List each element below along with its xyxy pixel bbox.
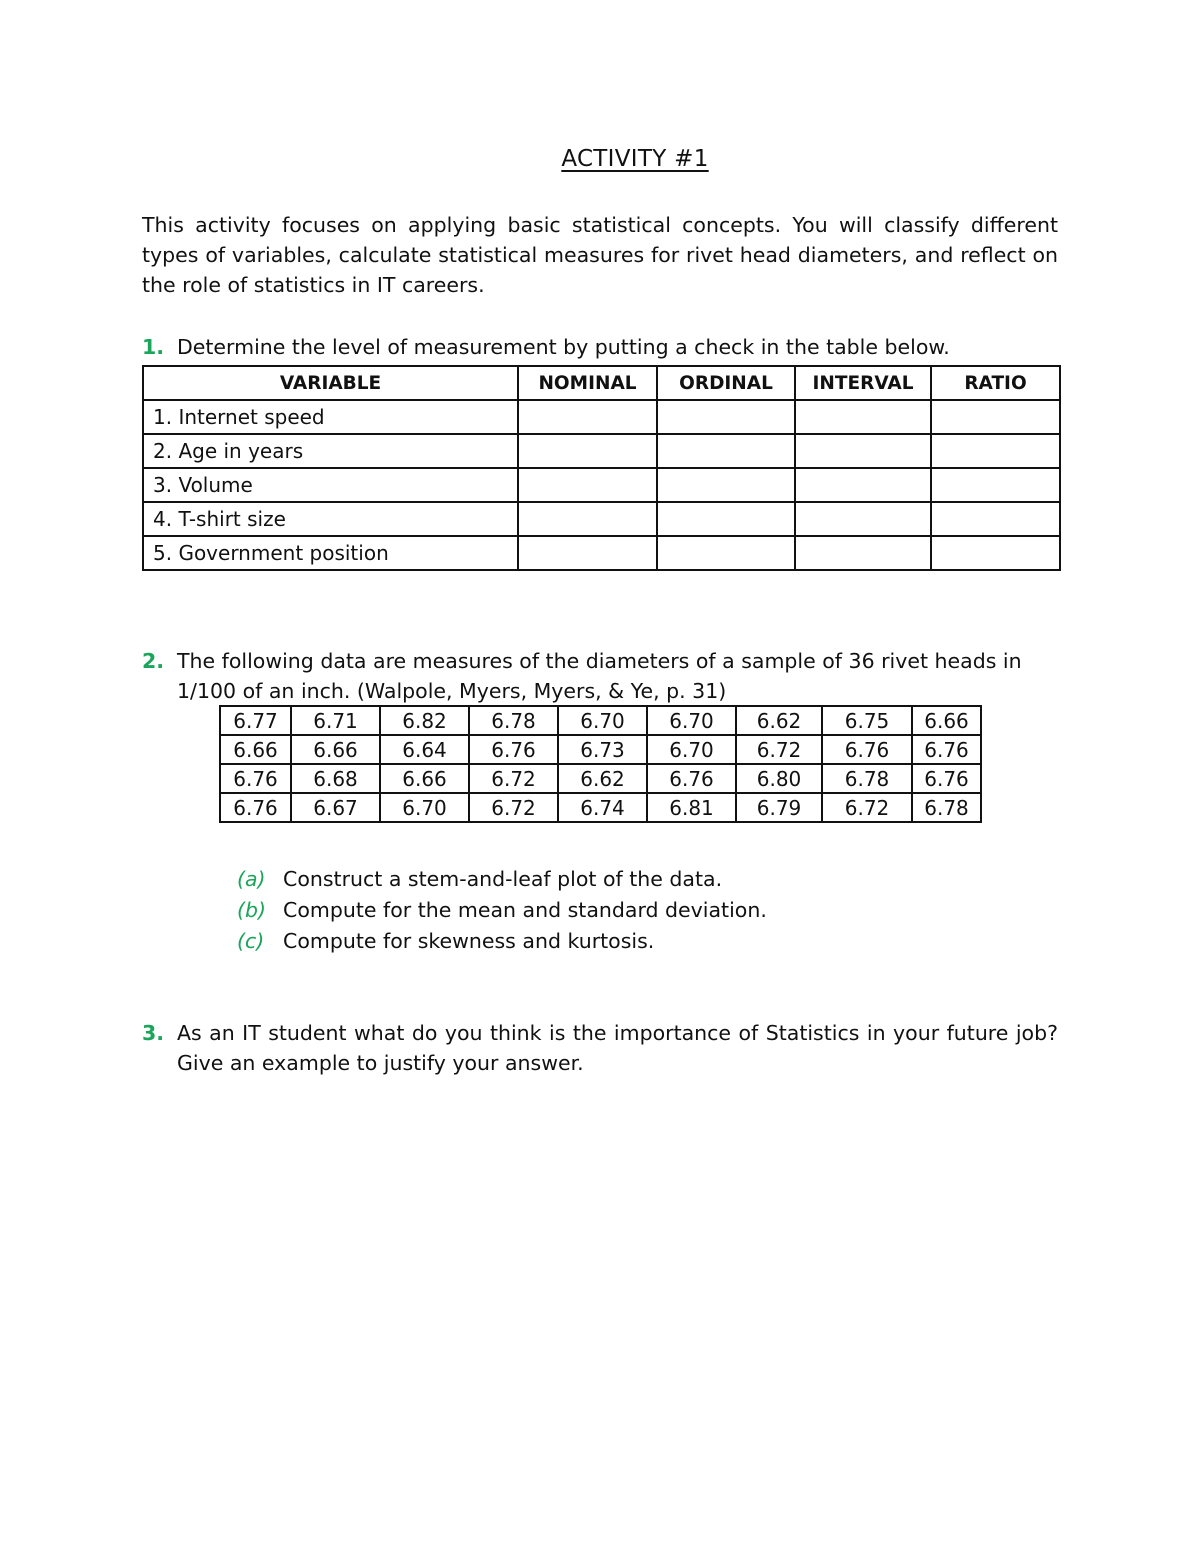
variable-cell: 2. Age in years — [143, 434, 518, 468]
check-cell-nominal[interactable] — [518, 468, 657, 502]
check-cell-ordinal[interactable] — [657, 468, 795, 502]
check-cell-ratio[interactable] — [931, 536, 1060, 570]
data-cell: 6.78 — [822, 764, 912, 793]
subpart-letter: (a) — [237, 867, 266, 891]
variable-cell: 5. Government position — [143, 536, 518, 570]
page-title: ACTIVITY #1 — [561, 146, 709, 172]
data-cell: 6.70 — [558, 706, 647, 735]
data-cell: 6.74 — [558, 793, 647, 822]
table-row — [143, 536, 1060, 570]
check-cell-ordinal[interactable] — [657, 434, 795, 468]
data-cell: 6.76 — [469, 735, 558, 764]
question-2 — [142, 646, 1058, 706]
question-3-text: As an IT student what do you think is the importance of Statistics in your future job? Give an example to justify your answer. — [177, 1021, 1058, 1075]
data-cell: 6.72 — [822, 793, 912, 822]
data-cell: 6.78 — [912, 793, 981, 822]
data-cell: 6.76 — [912, 764, 981, 793]
data-cell: 6.62 — [736, 706, 822, 735]
check-cell-nominal[interactable] — [518, 502, 657, 536]
check-cell-interval[interactable] — [795, 468, 931, 502]
data-cell: 6.79 — [736, 793, 822, 822]
header-nominal: NOMINAL — [518, 366, 657, 400]
check-cell-ordinal[interactable] — [657, 502, 795, 536]
check-cell-nominal[interactable] — [518, 400, 657, 434]
data-cell: 6.76 — [647, 764, 736, 793]
data-cell: 6.76 — [220, 764, 291, 793]
data-cell: 6.76 — [912, 735, 981, 764]
variable-cell: 1. Internet speed — [143, 400, 518, 434]
check-cell-interval[interactable] — [795, 400, 931, 434]
data-cell: 6.66 — [912, 706, 981, 735]
table-row — [220, 735, 981, 764]
data-cell: 6.81 — [647, 793, 736, 822]
table-row — [143, 434, 1060, 468]
subpart-letter: (b) — [237, 898, 267, 922]
check-cell-ratio[interactable] — [931, 468, 1060, 502]
check-cell-ratio[interactable] — [931, 400, 1060, 434]
subpart-text: Compute for skewness and kurtosis. — [283, 929, 655, 953]
variable-cell: 4. T-shirt size — [143, 502, 518, 536]
data-cell: 6.66 — [220, 735, 291, 764]
data-cell: 6.73 — [558, 735, 647, 764]
check-cell-nominal[interactable] — [518, 536, 657, 570]
header-ratio: RATIO — [931, 366, 1060, 400]
question-1 — [142, 332, 1058, 362]
data-cell: 6.75 — [822, 706, 912, 735]
data-cell: 6.66 — [291, 735, 380, 764]
data-cell: 6.70 — [647, 706, 736, 735]
header-interval: INTERVAL — [795, 366, 931, 400]
check-cell-ratio[interactable] — [931, 434, 1060, 468]
subpart-text: Construct a stem-and-leaf plot of the data. — [283, 867, 723, 891]
data-cell: 6.68 — [291, 764, 380, 793]
table-row — [220, 706, 981, 735]
data-cell: 6.72 — [469, 793, 558, 822]
question-3-number: 3. — [142, 1021, 165, 1045]
question-1-text: Determine the level of measurement by putting a check in the table below. — [177, 335, 950, 359]
check-cell-interval[interactable] — [795, 536, 931, 570]
table-header-row — [143, 366, 1060, 400]
measurement-level-table — [142, 365, 1061, 571]
check-cell-ordinal[interactable] — [657, 400, 795, 434]
data-cell: 6.66 — [380, 764, 469, 793]
table-row — [143, 468, 1060, 502]
check-cell-interval[interactable] — [795, 502, 931, 536]
data-cell: 6.76 — [220, 793, 291, 822]
data-cell: 6.77 — [220, 706, 291, 735]
data-cell: 6.82 — [380, 706, 469, 735]
data-cell: 6.70 — [647, 735, 736, 764]
variable-cell: 3. Volume — [143, 468, 518, 502]
check-cell-interval[interactable] — [795, 434, 931, 468]
data-cell: 6.62 — [558, 764, 647, 793]
table-row — [220, 764, 981, 793]
table-row — [143, 502, 1060, 536]
question-2-number: 2. — [142, 649, 165, 673]
check-cell-ratio[interactable] — [931, 502, 1060, 536]
data-cell: 6.80 — [736, 764, 822, 793]
subpart-text: Compute for the mean and standard deviation. — [283, 898, 767, 922]
subpart-letter: (c) — [237, 929, 265, 953]
data-cell: 6.70 — [380, 793, 469, 822]
data-cell: 6.78 — [469, 706, 558, 735]
data-cell: 6.67 — [291, 793, 380, 822]
table-row — [220, 793, 981, 822]
data-cell: 6.76 — [822, 735, 912, 764]
question-1-number: 1. — [142, 335, 165, 359]
question-3 — [142, 1018, 1058, 1078]
data-cell: 6.72 — [469, 764, 558, 793]
header-variable: VARIABLE — [143, 366, 518, 400]
data-cell: 6.72 — [736, 735, 822, 764]
check-cell-nominal[interactable] — [518, 434, 657, 468]
table-row — [143, 400, 1060, 434]
question-2-text: The following data are measures of the diameters of a sample of 36 rivet heads in 1/100 of an inch. (Walpole, Myers, Myers, & Ye, p. 31) — [177, 649, 1022, 703]
intro-paragraph: This activity focuses on applying basic statistical concepts. You will classify different types of variables, calculate statistical measures for rivet head diameters, and reflect on the role of statistics in IT careers. — [142, 213, 1058, 297]
header-ordinal: ORDINAL — [657, 366, 795, 400]
check-cell-ordinal[interactable] — [657, 536, 795, 570]
data-cell: 6.64 — [380, 735, 469, 764]
data-cell: 6.71 — [291, 706, 380, 735]
rivet-data-table — [219, 705, 982, 823]
